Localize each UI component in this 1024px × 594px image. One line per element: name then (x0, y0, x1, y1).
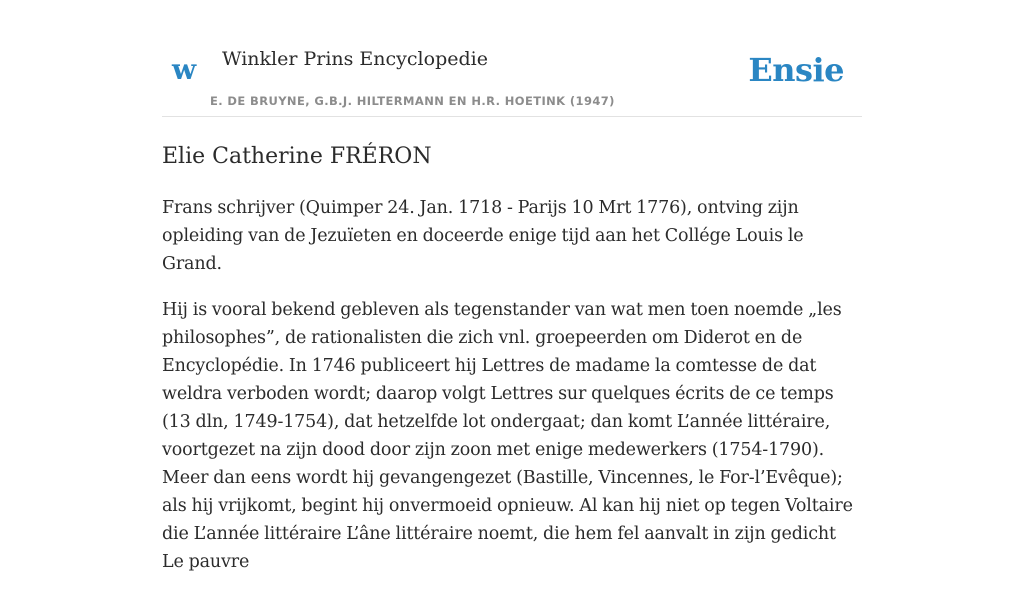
page (162, 0, 862, 594)
ensie-logo-link[interactable]: Ensie (748, 51, 844, 89)
winkler-prins-logo[interactable]: w (172, 53, 197, 86)
site-header (162, 0, 862, 117)
article-title: Elie Catherine FRÉRON (162, 144, 432, 169)
article-paragraph: Hij is vooral bekend gebleven als tegenstander van wat men toen noemde „les philosophes”, de rationalisten die zich vnl. groepeerden om Diderot en de Encyclopédie. In 1746 publiceert hij Lettres de madame la comtesse de dat weldra verboden wordt; daarop volgt Lettres sur quelques écrits de ce temps (13 dln, 1749-1754), dat hetzelfde lot ondergaat; dan komt L’année littéraire, voortgezet na zijn dood door zijn zoon met enige medewerkers (1754-1790). Meer dan eens wordt hij gevangengezet (Bastille, Vincennes, le For-l’Evêque); als hij vrijkomt, begint hij onvermoeid opnieuw. Al kan hij niet op tegen Voltaire die L’année littéraire L’âne littéraire noemt, die hem fel aanvalt in zijn gedicht Le pauvre (162, 300, 853, 572)
article-body (162, 194, 862, 576)
article-paragraph: Frans schrijver (Quimper 24. Jan. 1718 - Parijs 10 Mrt 1776), ontving zijn opleiding van de Jezuïeten en doceerde enige tijd aan het Collége Louis le Grand. (162, 198, 804, 274)
source-authors: E. DE BRUYNE, G.B.J. HILTERMANN EN H.R. HOETINK (1947) (210, 94, 615, 108)
source-title[interactable]: Winkler Prins Encyclopedie (222, 48, 488, 70)
